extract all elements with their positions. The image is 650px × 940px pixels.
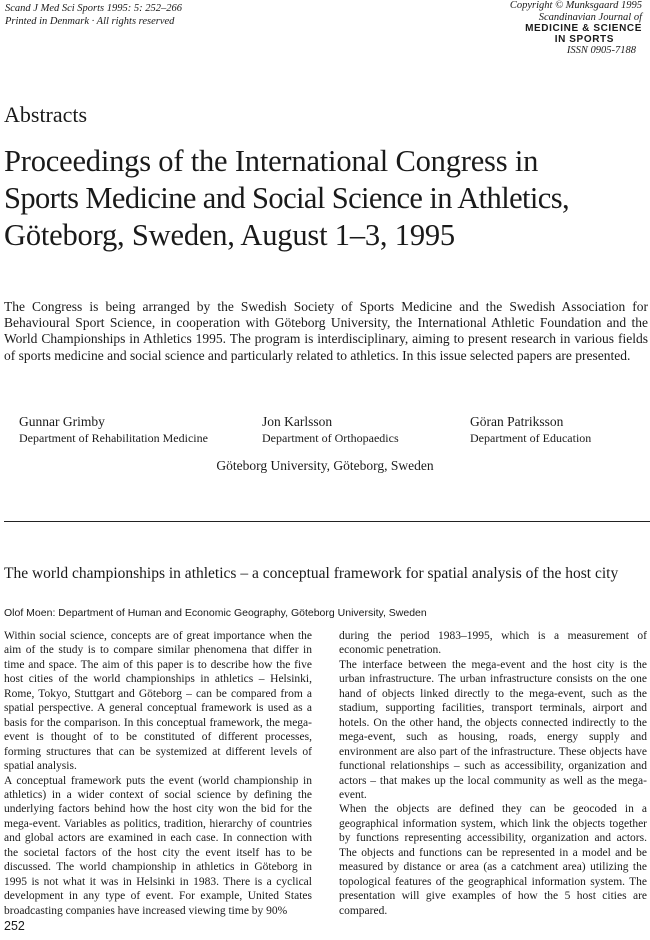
body-paragraph: When the objects are defined they can be geocoded in a geographical information system, which link the objects together by functions representing accessibility, organization and actors. The objects and functions can be represented in a model and be measured by distance or area (as a catchment area) utilizing the topological features of the geographical information system. The presentation will give examples of how the 5 host cities are compared. bbox=[339, 803, 647, 917]
article-title: The world championships in athletics – a conceptual framework for spatial analysis of the host city bbox=[4, 565, 619, 582]
editor-name: Jon Karlsson bbox=[262, 414, 333, 429]
running-header-left bbox=[5, 2, 182, 28]
copyright: Copyright © Munksgaard 1995 bbox=[509, 0, 642, 11]
journal-name-line1: Scandinavian Journal of bbox=[538, 11, 642, 23]
journal-name-line3: IN SPORTS bbox=[554, 34, 614, 45]
abstract-column-right bbox=[339, 629, 647, 918]
editor-name: Göran Patriksson bbox=[470, 414, 564, 429]
journal-name-line2: MEDICINE & SCIENCE bbox=[525, 23, 642, 34]
section-label: Abstracts bbox=[4, 102, 88, 127]
university-affiliation: Göteborg University, Göteborg, Sweden bbox=[216, 458, 434, 473]
editor bbox=[262, 413, 399, 447]
body-paragraph: Within social science, concepts are of great importance when the aim of the study is to compare similar phenomena that differ in time and space. The aim of this paper is to describe how the five host cities of the world championships in athletics – Helsinki, Rome, Tokyo, Stuttgart and Göteborg – can be compared from a spatial perspective. A general conceptual framework is used as a basis for the comparison. In this conceptual framework, the mega-event is thought of to be constituted of different processes, forming structures that can be systemized at different levels of spatial analysis. bbox=[4, 630, 312, 773]
journal-masthead bbox=[510, 0, 642, 57]
article-author: Olof Moen: Department of Human and Economic Geography, Göteborg University, Sweden bbox=[4, 607, 427, 619]
intro-paragraph: The Congress is being arranged by the Swedish Society of Sports Medicine and the Swedish Association for Behavioural Sport Science, in cooperation with Göteborg University, the International Athletic Foundation and the World Championships in Athletics 1995. The program is interdisciplinary, aiming to present research in various fields of sports medicine and social science and particularly related to athletics. In this issue selected papers are presented. bbox=[4, 299, 648, 363]
citation: Scand J Med Sci Sports 1995: 5: 252–266 bbox=[5, 3, 183, 14]
issn: ISSN 0905-7188 bbox=[566, 45, 636, 56]
title-line: Sports Medicine and Social Science in Athletics, bbox=[4, 181, 569, 215]
page-number: 252 bbox=[4, 919, 25, 933]
body-paragraph: during the period 1983–1995, which is a measurement of economic penetration. bbox=[339, 630, 647, 657]
body-paragraph: The interface between the mega-event and the host city is the urban infrastructure. The urban infrastructure consists on the one hand of objects linked directly to the mega-event, such as the stadium, supporting facilities, transport terminals, airport and hotels. On the other hand, the objects connected indirectly to the mega-event, such as housing, roads, energy supply and environment are also part of the infrastructure. These objects have functional relationships – such as accessibility, organization and actors – that makes up the local community as well as the mega-event. bbox=[339, 658, 647, 801]
printed-note: Printed in Denmark · All rights reserved bbox=[5, 16, 175, 27]
abstract-column-left bbox=[4, 629, 312, 918]
title-line: Göteborg, Sweden, August 1–3, 1995 bbox=[4, 218, 455, 252]
editor-department: Department of Education bbox=[470, 431, 592, 445]
title-line: Proceedings of the International Congress in bbox=[4, 144, 539, 178]
page-title bbox=[4, 143, 650, 254]
editor-department: Department of Orthopaedics bbox=[262, 431, 399, 445]
editor-department: Department of Rehabilitation Medicine bbox=[19, 431, 208, 445]
body-paragraph: A conceptual framework puts the event (world championship in athletics) in a wider context of social science by defining the underlying factors behind how the host city won the bid for the mega-event. Variables as politics, tradition, hierarchy of countries and global actors are examined in each case. In connection with the societal factors of the host city the event itself has to be discussed. The world championship in athletics in Göteborg in 1995 is not what it was in Helsinki in 1983. There is a cyclical development in any type of event. For example, United States broadcasting companies have increased viewing time by 90% bbox=[4, 774, 312, 917]
editor-name: Gunnar Grimby bbox=[19, 414, 105, 429]
editor bbox=[19, 413, 208, 447]
section-divider bbox=[4, 521, 650, 522]
editor bbox=[470, 413, 591, 447]
